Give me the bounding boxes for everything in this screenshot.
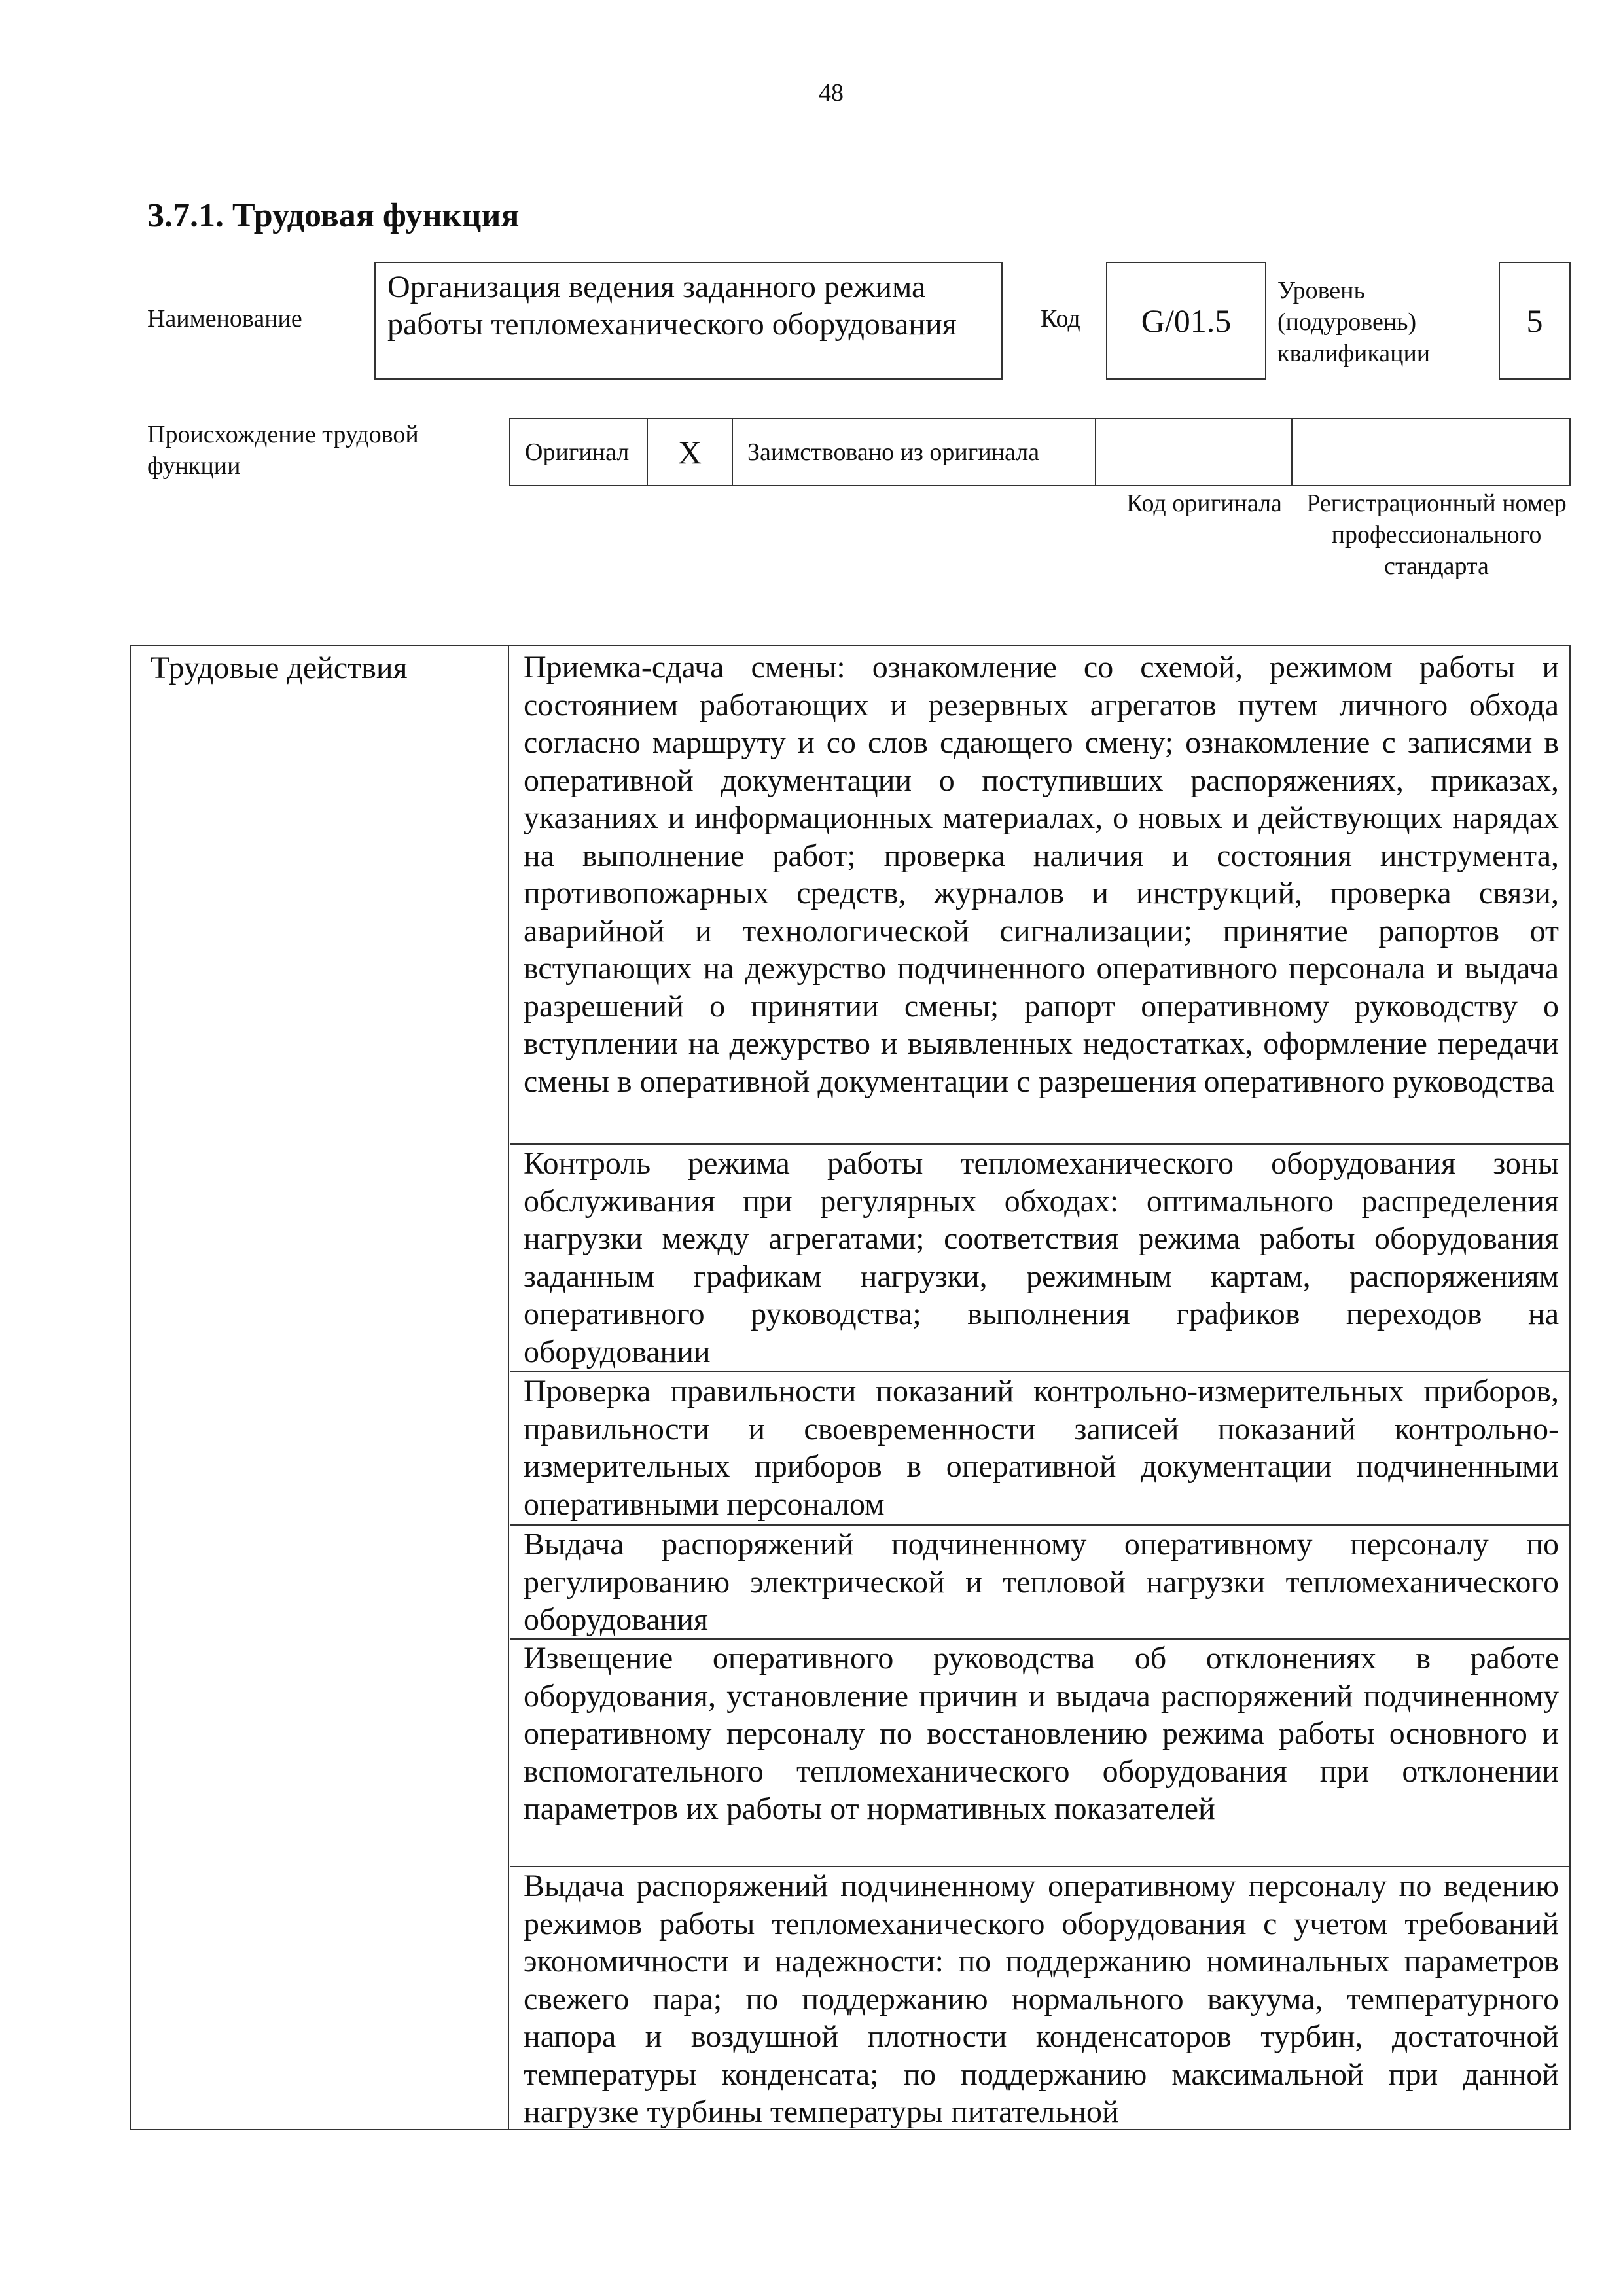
qualification-level-label: Уровень (подуровень) квалификации bbox=[1277, 277, 1431, 367]
labor-actions-label: Трудовые действия bbox=[131, 646, 509, 2129]
labor-action-row: Выдача распоряжений подчиненному оперативному персоналу по ведению режимов работы тепломеханического оборудования с учетом требований экономичности и надежности: по поддержанию номинальных параметров свежего пара; по поддержанию нормального вакуума, температурного напора и воздушной плотности конденсаторов турбин, достаточной температуры конденсата; по поддержанию максимальной при данной нагрузке турбины температуры питательной bbox=[524, 1869, 1559, 2129]
code-label: Код bbox=[1041, 305, 1080, 332]
labor-action-row: Приемка-сдача смены: ознакомление со схемой, режимом работы и состоянием работающих и резервных агрегатов путем личного обхода согласно маршруту и со слов сдающего смену; ознакомление с записями в оперативной документации о поступивших распоряжениях, приказах, указаниях и информационных материалах, о новых и действующих нарядах на выполнение работ; проверка наличия и состояния инструмента, противопожарных средств, журналов и инструкций, проверка связи, аварийной и технологической сигнализации; принятие рапортов от вступающих на дежурство подчиненного оперативного персонала и выдача разрешений о принятии смены; рапорт оперативному руководству о вступлении на дежурство и выявленных недостатках, оформление передачи смены в оперативной документации с разрешения оперативного руководства bbox=[510, 646, 1571, 1145]
function-name-field: Организация ведения заданного режима работы тепломеханического оборудования bbox=[374, 262, 1003, 380]
labor-action-row: Проверка правильности показаний контрольно-измерительных приборов, правильности и своевременности записей показаний контрольно-измерительных приборов в оперативной документации подчиненными оперативными персоналом bbox=[510, 1372, 1571, 1526]
origin-borrowed-cell: Заимствовано из оригинала bbox=[733, 419, 1096, 485]
labor-actions-table bbox=[130, 645, 1571, 2130]
origin-code-cell bbox=[1096, 419, 1293, 485]
origin-reg-caption: Регистрационный номер профессионального стандарта bbox=[1306, 490, 1567, 580]
page-number: 48 bbox=[819, 79, 844, 107]
origin-original-cell: Оригинал bbox=[510, 419, 648, 485]
origin-label: Происхождение трудовой функции bbox=[147, 421, 419, 480]
labor-action-row: Выдача распоряжений подчиненному оперативному персоналу по регулированию электрической и тепловой нагрузки тепломеханического оборудования bbox=[510, 1526, 1571, 1640]
labor-action-row: Извещение оперативного руководства об отклонениях в работе оборудования, установление причин и выдача распоряжений подчиненному оперативному персоналу по восстановлению режима работы основного и вспомогательного тепломеханического оборудования при отклонении параметров их работы от нормативных показателей bbox=[510, 1640, 1571, 1867]
origin-code-caption: Код оригинала bbox=[1126, 490, 1282, 517]
origin-table bbox=[509, 418, 1571, 486]
function-code-field: G/01.5 bbox=[1106, 262, 1266, 380]
origin-reg-number-cell bbox=[1293, 419, 1569, 485]
origin-original-mark: X bbox=[648, 419, 733, 485]
labor-action-row: Контроль режима работы тепломеханического оборудования зоны обслуживания при регулярных обходах: оптимального распределения нагрузки между агрегатами; соответствия режима работы оборудования заданным графикам нагрузки, режимным картам, распоряжениям оперативного руководства; выполнения графиков переходов на оборудовании bbox=[510, 1145, 1571, 1372]
section-title: 3.7.1. Трудовая функция bbox=[147, 197, 520, 234]
name-label: Наименование bbox=[147, 305, 302, 332]
qualification-level-field: 5 bbox=[1499, 262, 1571, 380]
